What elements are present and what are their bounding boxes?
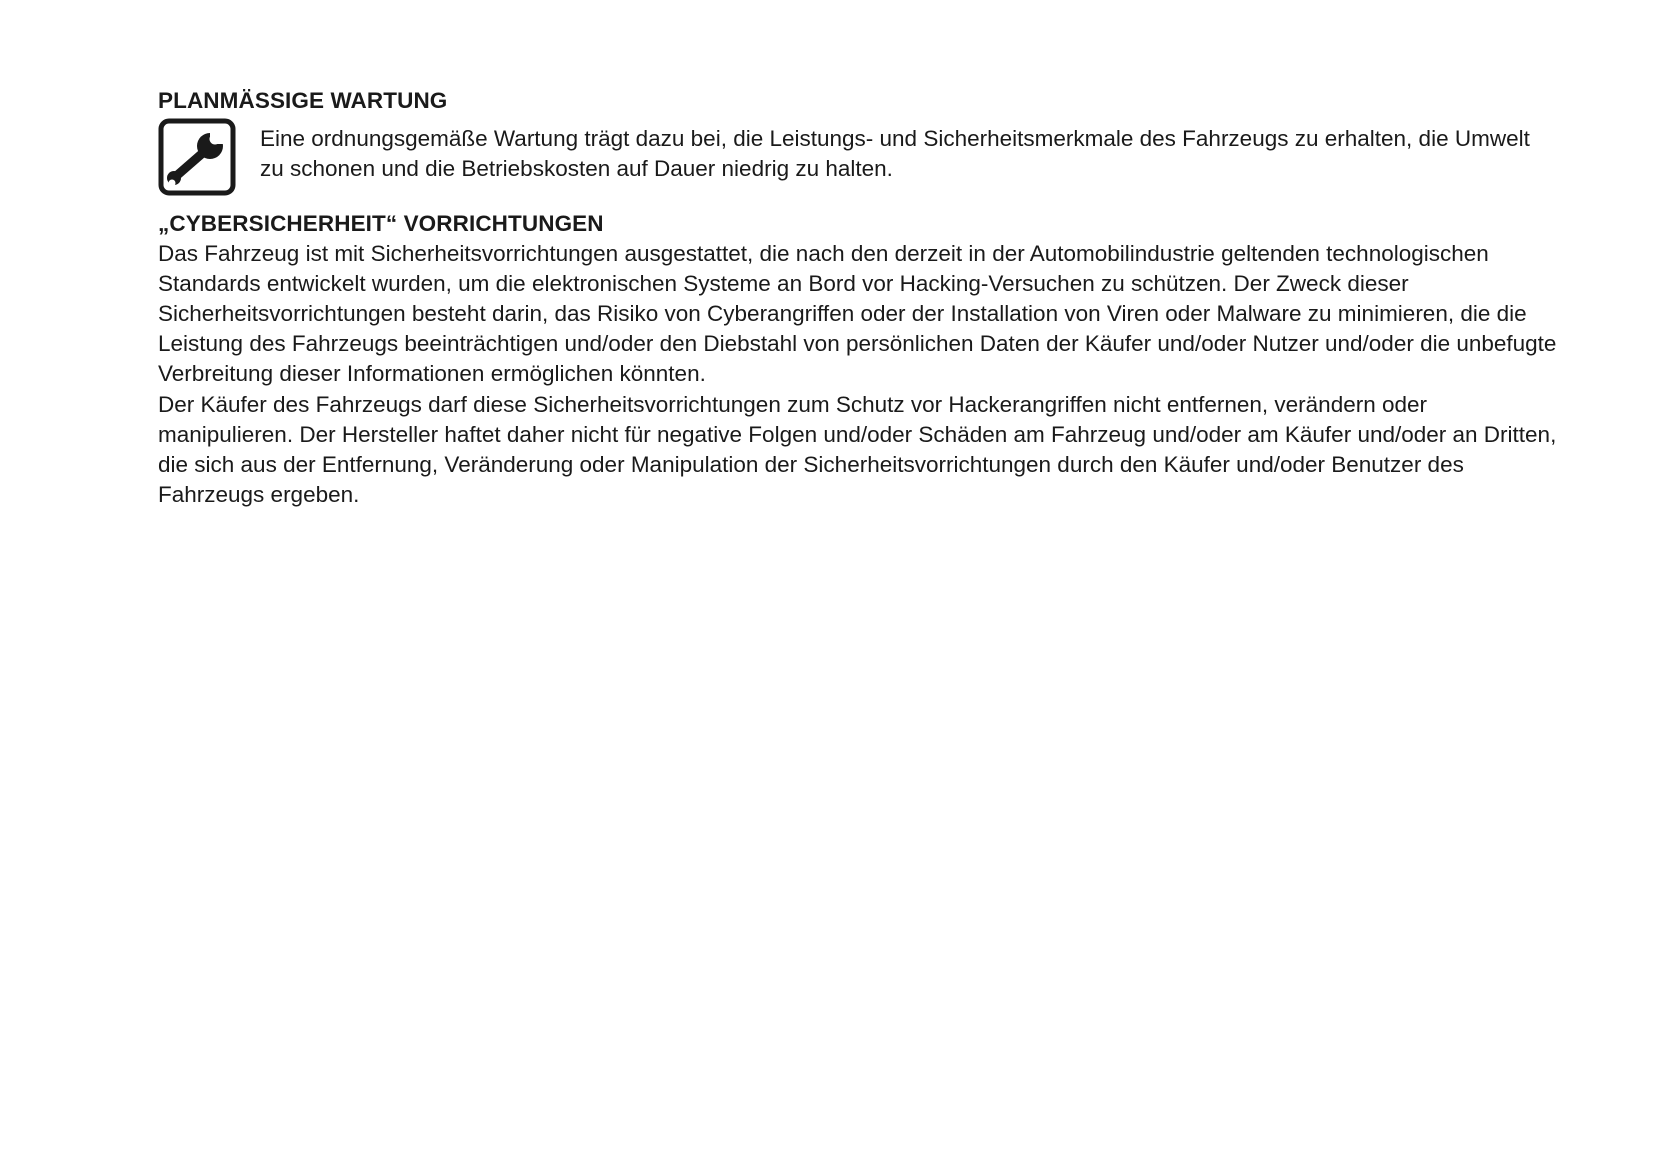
- cybersecurity-paragraph-2: Der Käufer des Fahrzeugs darf diese Sicherheitsvorrichtungen zum Schutz vor Hackerangriffen nicht entfernen, verändern oder manipulieren. Der Hersteller haftet daher nicht für negative Folgen und/oder Schäden am Fahrzeug und/oder am Käufer und/oder an Dritten, die sich aus der Entfernung, Veränderung oder Manipulation der Sicherheitsvorrichtungen durch den Käufer und/oder Benutzer des Fahrzeugs ergeben.: [158, 392, 1557, 507]
- cybersecurity-section: [158, 209, 1558, 510]
- maintenance-heading: PLANMÄSSIGE WARTUNG: [158, 88, 448, 113]
- document-page: [158, 86, 1558, 510]
- cybersecurity-paragraph-1: Das Fahrzeug ist mit Sicherheitsvorrichtungen ausgestattet, die nach den derzeit in der Automobilindustrie geltenden technologischen Standards entwickelt wurden, um die elektronischen Systeme an Bord vor Hacking-Versuchen zu schützen. Der Zweck dieser Sicherheitsvorrichtungen besteht darin, das Risiko von Cyberangriffen oder der Installation von Viren oder Malware zu minimieren, die die Leistung des Fahrzeugs beeinträchtigen und/oder den Diebstahl von persönlichen Daten der Käufer und/oder Nutzer und/oder die unbefugte Verbreitung dieser Informationen ermöglichen könnten.: [158, 241, 1557, 386]
- cybersecurity-heading: „CYBERSICHERHEIT“ VORRICHTUNGEN: [158, 211, 604, 236]
- maintenance-text: Eine ordnungsgemäße Wartung trägt dazu bei, die Leistungs- und Sicherheitsmerkmale des Fahrzeugs zu erhalten, die Umwelt zu schonen und die Betriebskosten auf Dauer niedrig zu halten.: [260, 126, 1530, 181]
- maintenance-section: [158, 118, 1558, 196]
- wrench-icon: [158, 118, 236, 196]
